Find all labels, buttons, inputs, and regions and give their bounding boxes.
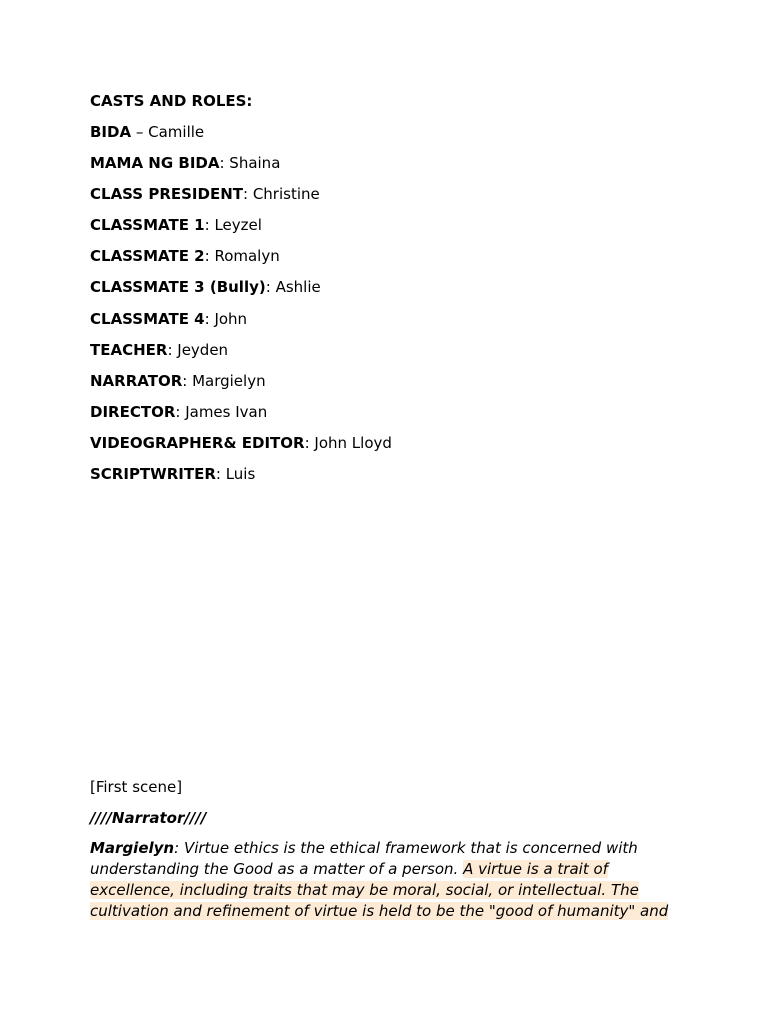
cast-role: VIDEOGRAPHER& EDITOR [90,433,305,452]
cast-role: MAMA NG BIDA [90,154,220,173]
cast-entry [90,308,710,339]
cast-separator: : [182,371,193,390]
cast-entry [90,432,710,463]
scene-label: [First scene] [90,778,183,796]
cast-name: Margielyn [192,371,266,390]
cast-name: Ashlie [275,278,321,297]
speaker-name: Margielyn [90,839,175,857]
cast-separator: – [131,123,149,141]
cast-separator: : [204,309,215,328]
cast-entry [90,401,710,432]
speaker-separator: : [174,839,184,857]
cast-role: NARRATOR [90,371,183,390]
cast-entry [90,463,710,494]
cast-name: Christine [252,185,320,204]
cast-role: CLASSMATE 3 (Bully) [90,278,266,297]
cast-role: CLASS PRESIDENT [90,185,243,204]
cast-separator: : [215,465,226,484]
cast-name: Luis [225,465,256,484]
cast-name: Jeyden [177,340,229,359]
cast-name: John Lloyd [314,433,392,452]
cast-list [90,90,710,494]
cast-role: CLASSMATE 4 [90,309,205,328]
cast-entry [90,121,710,152]
cast-separator: : [243,185,253,204]
cast-separator: : [167,340,178,359]
first-scene [90,776,690,922]
cast-name: Romalyn [214,247,280,266]
cast-separator: : [204,216,215,235]
cast-entry [90,276,710,307]
cast-entry [90,245,710,276]
narration-paragraph [90,838,690,922]
cast-name: Leyzel [214,216,262,235]
cast-role: DIRECTOR [90,402,176,421]
cast-separator: : [204,247,215,266]
cast-name: Shaina [229,154,281,173]
cast-role: BIDA [90,123,132,141]
cast-name: Camille [148,123,205,141]
cast-entry [90,370,710,401]
cast-separator: : [265,278,276,297]
cast-separator: : [219,154,230,173]
highlighted-text: A virtue is a trait of excellence, including traits that may be moral, social, or intellectual. The cultivation and refinement of virtue is held to be the "good of humanity" and [90,860,669,920]
cast-heading: CASTS AND ROLES: [90,92,253,110]
cast-entry [90,183,710,214]
cast-separator: : [175,402,186,421]
narrator-heading: ////Narrator//// [90,809,207,827]
cast-entry [90,214,710,245]
cast-role: CLASSMATE 1 [90,216,205,235]
cast-name: John [214,309,248,328]
cast-entry [90,339,710,370]
cast-role: CLASSMATE 2 [90,247,205,266]
cast-role: SCRIPTWRITER [90,465,216,484]
cast-role: TEACHER [90,340,168,359]
narration-text: Virtue ethics is the ethical framework that is concerned with understanding the Good as a matter of a person. [90,839,638,878]
cast-separator: : [304,433,315,452]
cast-name: James Ivan [185,402,268,421]
cast-entry [90,152,710,183]
